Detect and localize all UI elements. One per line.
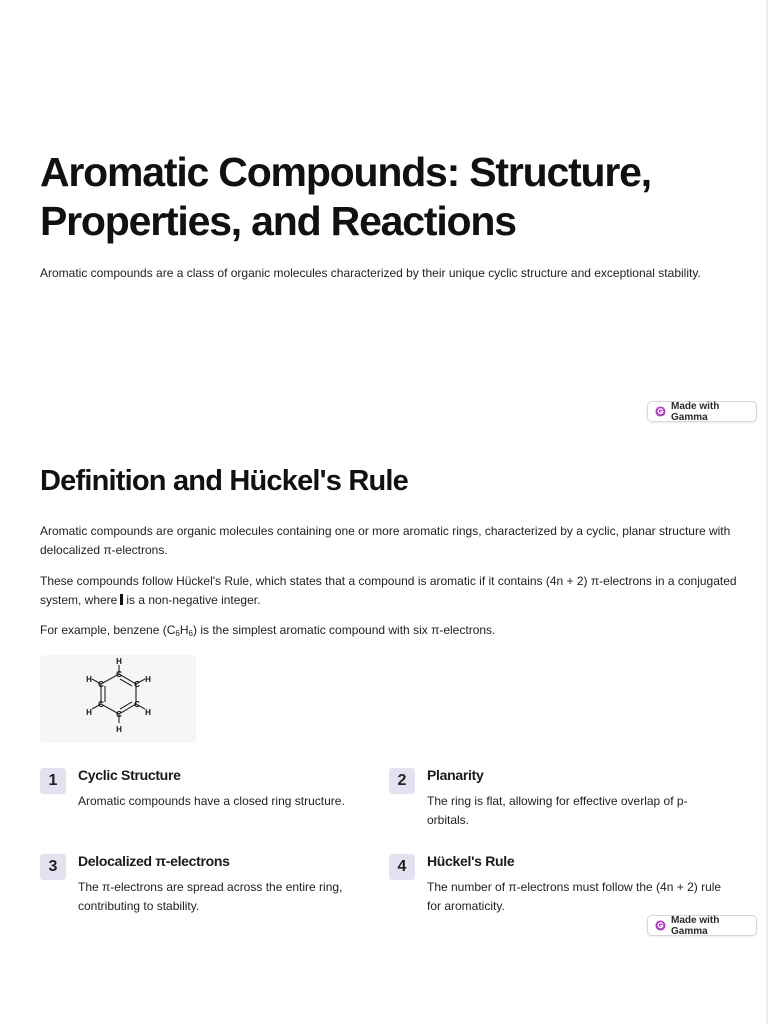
feature-title: Planarity [427, 767, 484, 783]
definition-paragraph: Aromatic compounds are organic molecules containing one or more aromatic rings, characterized by a cyclic, planar structure with delocalized π-electrons. [40, 524, 731, 557]
gamma-logo-icon [655, 920, 666, 931]
benzene-diagram [40, 655, 196, 743]
hydrogen-atom-3: H [145, 708, 151, 717]
feature-title: Hückel's Rule [427, 853, 515, 869]
carbon-atom-6: C [98, 680, 104, 689]
carbon-atom-5: C [98, 700, 104, 709]
carbon-atom-4: C [116, 710, 122, 719]
section-heading: Definition and Hückel's Rule [40, 465, 408, 497]
feature-description: The number of π-electrons must follow the (4n + 2) rule for aromaticity. [427, 880, 722, 913]
feature-title: Delocalized π-electrons [78, 853, 230, 869]
feature-number-badge: 2 [389, 768, 415, 794]
huckel-rule-text-start: These compounds follow Hückel's Rule, which states that a compound is aromatic if it contains (4n + 2) π-electrons in a conjugated system, where [40, 574, 737, 607]
variable-n-glyph [120, 594, 123, 605]
feature-title: Cyclic Structure [78, 767, 181, 783]
page-subtitle: Aromatic compounds are a class of organic molecules characterized by their unique cyclic structure and exceptional stability. [40, 266, 701, 280]
huckel-rule-text-end: is a non-negative integer. [126, 593, 261, 607]
hydrogen-atom-1: H [116, 657, 122, 666]
gamma-badge-label: Made with Gamma [671, 914, 720, 937]
hydrogen-atom-6: H [86, 675, 92, 684]
benzene-text-end: ) is the simplest aromatic compound with six π-electrons. [192, 623, 496, 637]
feature-description: The ring is flat, allowing for effective overlap of p-orbitals. [427, 794, 688, 827]
hydrogen-atom-2: H [145, 675, 151, 684]
feature-description: The π-electrons are spread across the entire ring, contributing to stability. [78, 880, 343, 913]
gamma-badge-label: Made with Gamma [671, 400, 720, 423]
hydrogen-symbol: H [179, 623, 189, 637]
feature-number-badge: 3 [40, 854, 66, 880]
feature-number-badge: 4 [389, 854, 415, 880]
carbon-atom-1: C [116, 670, 122, 679]
benzene-example-paragraph [40, 621, 740, 643]
hydrogen-atom-5: H [86, 708, 92, 717]
carbon-atom-3: C [134, 700, 140, 709]
carbon-atom-2: C [134, 680, 140, 689]
hydrogen-atom-4: H [116, 725, 122, 734]
feature-number-badge: 1 [40, 768, 66, 794]
made-with-gamma-badge[interactable] [647, 401, 757, 422]
gamma-logo-icon [655, 406, 666, 417]
benzene-structure-image [40, 655, 196, 743]
made-with-gamma-badge[interactable] [647, 915, 757, 936]
carbon-subscript: 6 [175, 629, 180, 638]
feature-description: Aromatic compounds have a closed ring structure. [78, 794, 345, 808]
huckel-rule-paragraph [40, 572, 740, 610]
benzene-text-start: For example, benzene (C [40, 623, 176, 637]
hydrogen-subscript: 6 [188, 629, 193, 638]
page-title: Aromatic Compounds: Structure, Properties, and Reactions [40, 149, 651, 244]
